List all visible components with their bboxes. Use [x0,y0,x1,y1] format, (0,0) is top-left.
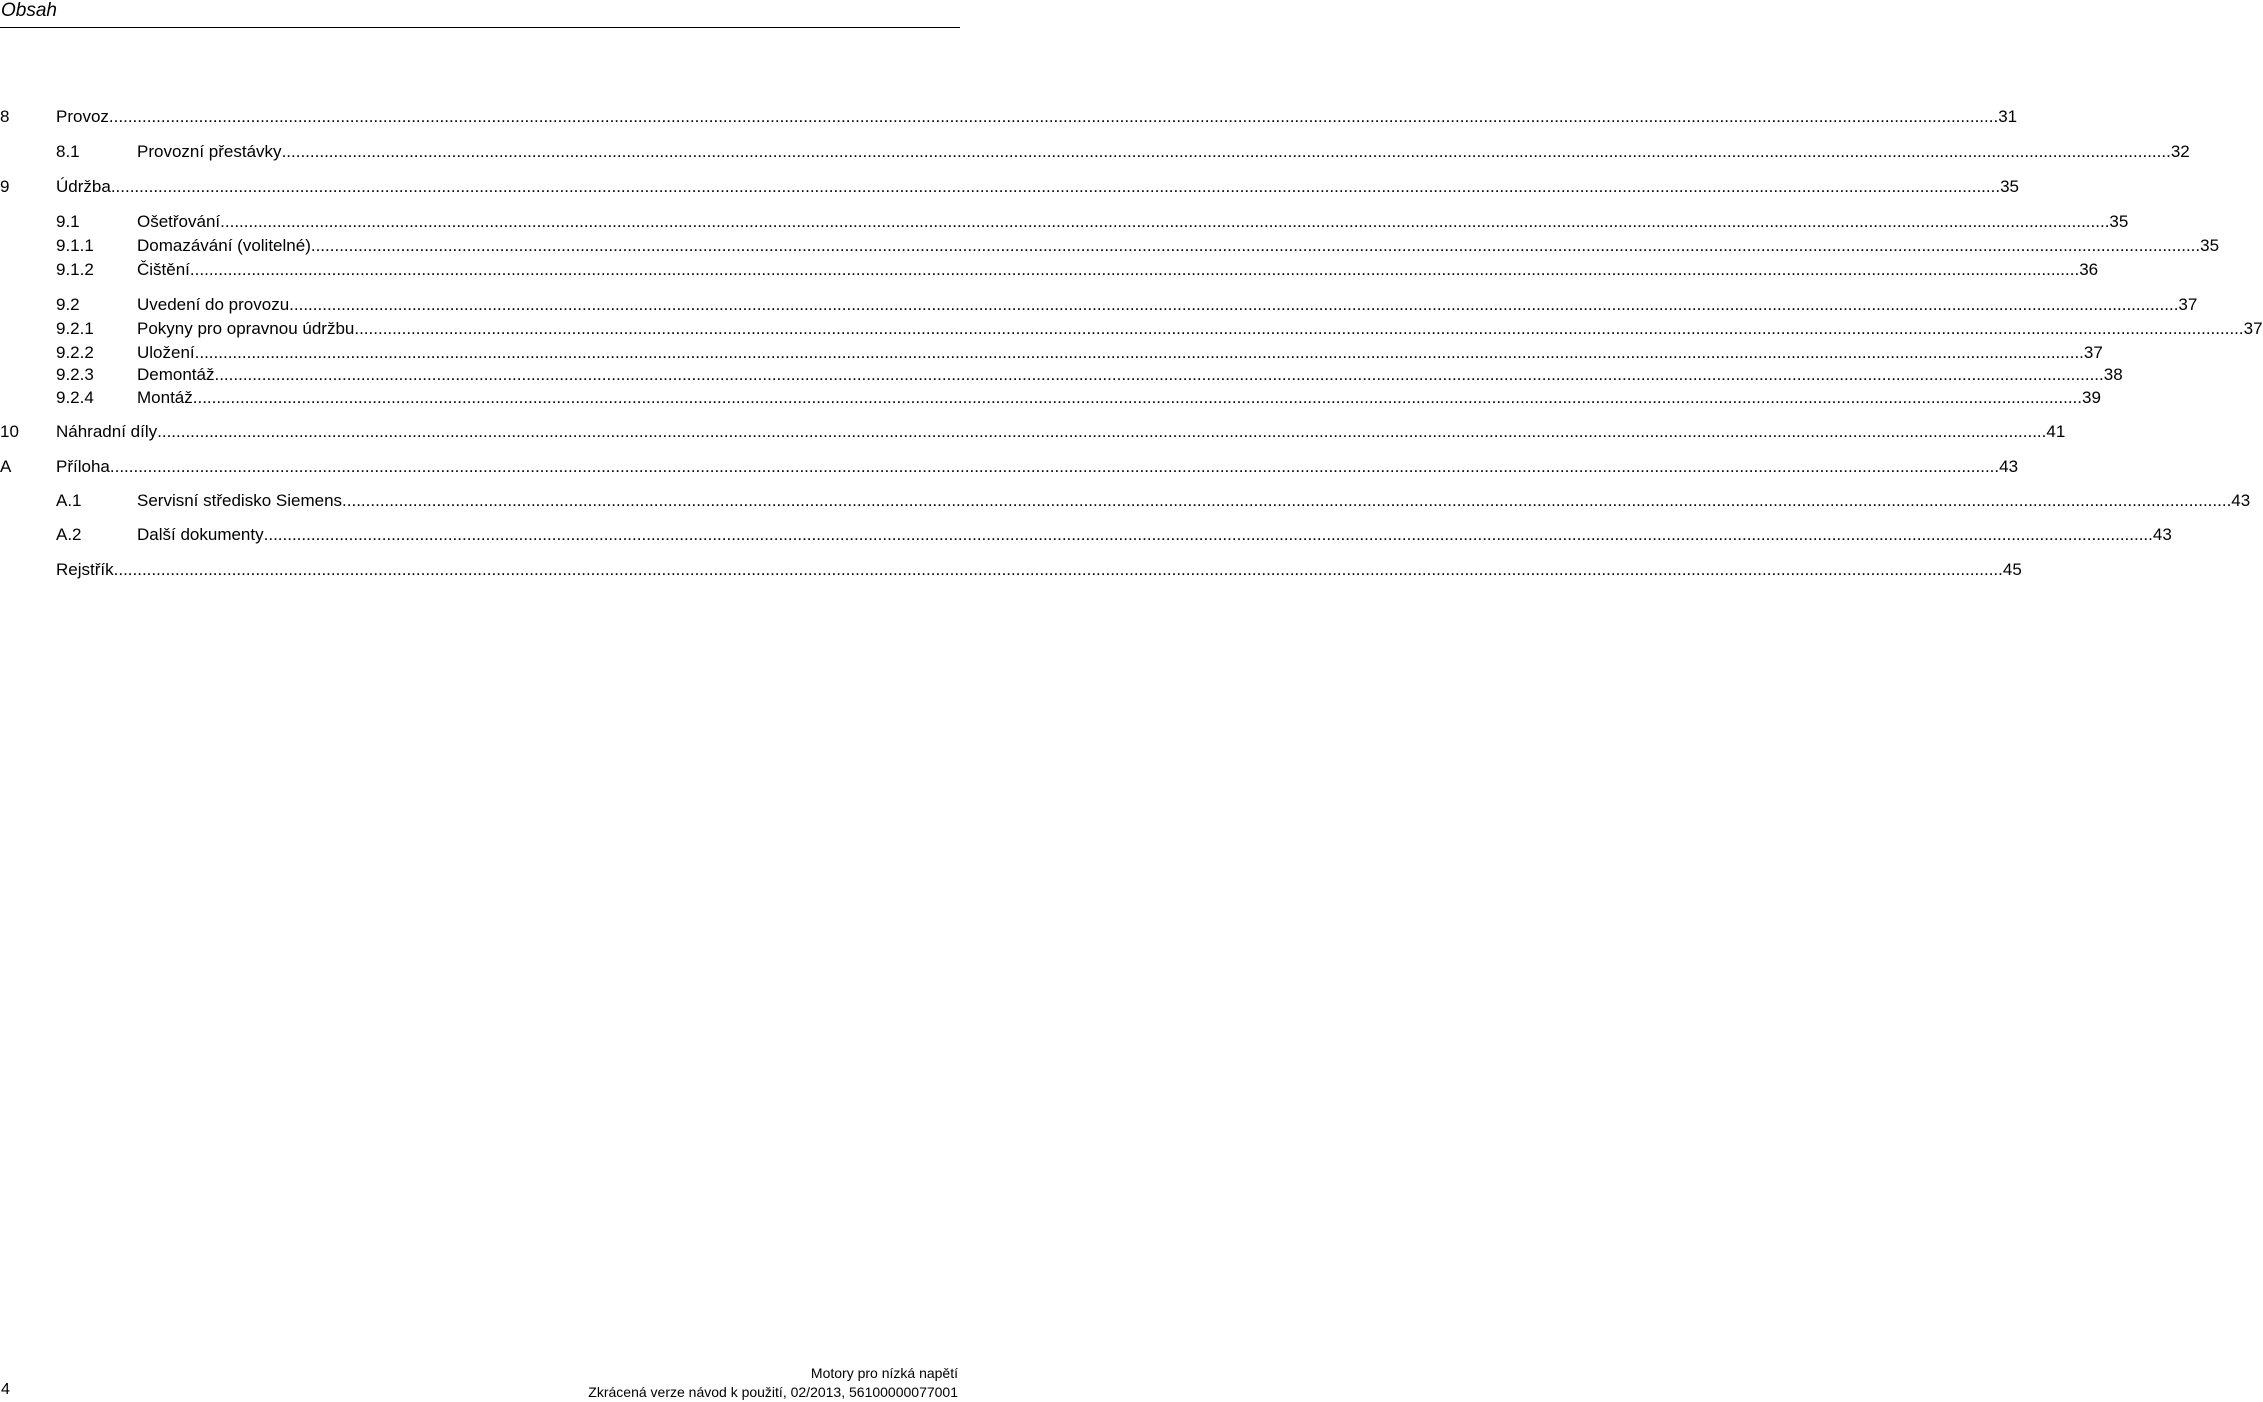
toc-dot-leader: ................................................................................................................................................................................................................................................................................................................................................................................................................ [263,525,2153,544]
toc-entry[interactable] [0,141,2190,163]
toc-entry-number: 9.2.1 [56,319,94,338]
toc-entry[interactable] [0,259,2099,281]
toc-entry-line [137,235,2220,257]
toc-entry-number: 10 [0,422,19,441]
toc-entry[interactable] [0,106,2018,128]
toc-entry-title: Další dokumenty [137,525,264,544]
toc-entry-page: 37 [2243,319,2263,338]
toc-entry-line [137,524,2172,546]
header-divider [0,27,960,28]
footer-product: Motory pro nízká napětí [810,1365,958,1381]
toc-dot-leader: ................................................................................................................................................................................................................................................................................................................................................................................................................ [110,177,2001,196]
toc-entry-page: 41 [2046,422,2066,441]
toc-entry-page: 32 [2170,142,2190,161]
toc-entry[interactable] [0,318,2263,340]
toc-entry-page: 43 [2152,525,2172,544]
toc-entry-page: 35 [2200,236,2220,255]
toc-entry-title: Domazávání (volitelné) [137,236,311,255]
toc-entry-title: Servisní středisko Siemens [137,491,343,510]
toc-entry-page: 31 [1998,107,2018,126]
toc-entry-number: 8 [0,107,10,126]
toc-entry-line [56,456,2019,478]
toc-entry[interactable] [0,176,2019,198]
toc-entry-title: Ošetřování [137,212,221,231]
toc-entry-page: 39 [2082,388,2101,407]
toc-entry-line [56,421,2066,443]
toc-entry[interactable] [0,490,2251,512]
toc-entry-number: 9.1.2 [56,260,94,279]
toc-entry-page: 37 [2083,343,2103,362]
toc-entry-page: 43 [2231,491,2251,510]
toc-entry-number: 9.2.4 [56,388,94,407]
toc-entry-line [137,342,2103,364]
footer-info [588,1364,958,1402]
toc-entry-title: Příloha [56,457,110,476]
toc-dot-leader: ................................................................................................................................................................................................................................................................................................................................................................................................................ [113,560,2003,579]
toc-entry-number: A.1 [56,491,82,510]
footer-document: Zkrácená verze návod k použití, 02/2013, 56100000077001 [588,1384,958,1400]
toc-entry-page: 43 [1999,457,2019,476]
toc-entry-line [137,318,2263,340]
toc-entry-page: 36 [2079,260,2099,279]
toc-entry[interactable] [0,421,2066,443]
toc-entry-title: Uvedení do provozu [137,295,290,314]
toc-dot-leader: ................................................................................................................................................................................................................................................................................................................................................................................................................ [289,295,2179,314]
toc-entry[interactable] [0,294,2198,316]
toc-entry-title: Pokyny pro opravnou údržbu [137,319,355,338]
toc-entry-number: 9.1 [56,212,80,231]
toc-entry-title: Čištění [137,260,190,279]
toc-entry[interactable] [0,456,2019,478]
toc-dot-leader: ................................................................................................................................................................................................................................................................................................................................................................................................................ [281,142,2171,161]
toc-entry-page: 45 [2002,560,2022,579]
toc-dot-leader: ................................................................................................................................................................................................................................................................................................................................................................................................................ [108,107,1999,126]
toc-entry-line [137,490,2251,512]
toc-entry-number: 9.2 [56,295,80,314]
toc-entry-title: Demontáž [137,365,215,384]
toc-entry-line [137,364,2123,386]
toc-dot-leader: ................................................................................................................................................................................................................................................................................................................................................................................................................ [192,388,2083,407]
page-header-title: Obsah [1,0,57,21]
toc-entry-page: 35 [2109,212,2129,231]
toc-entry[interactable] [0,524,2172,546]
toc-entry-title: Rejstřík [56,560,114,579]
toc-entry-title: Montáž [137,388,193,407]
toc-entry-line [137,141,2190,163]
toc-dot-leader: ................................................................................................................................................................................................................................................................................................................................................................................................................ [310,236,2201,255]
toc-entry-number: 9 [0,177,10,196]
toc-dot-leader: ................................................................................................................................................................................................................................................................................................................................................................................................................ [189,260,2080,279]
toc-entry-line [56,176,2019,198]
toc-entry-title: Provozní přestávky [137,142,282,161]
toc-entry-number: A.2 [56,525,82,544]
toc-entry-number: 9.1.1 [56,236,94,255]
toc-entry[interactable] [0,559,2022,581]
toc-dot-leader: ................................................................................................................................................................................................................................................................................................................................................................................................................ [342,491,2232,510]
toc-dot-leader: ................................................................................................................................................................................................................................................................................................................................................................................................................ [157,422,2047,441]
toc-dot-leader: ................................................................................................................................................................................................................................................................................................................................................................................................................ [220,212,2110,231]
toc-entry-title: Údržba [56,177,111,196]
toc-entry-page: 37 [2178,295,2198,314]
toc-entry[interactable] [0,387,2101,409]
toc-entry-line [137,294,2198,316]
toc-dot-leader: ................................................................................................................................................................................................................................................................................................................................................................................................................ [354,319,2244,338]
toc-entry-title: Náhradní díly [56,422,158,441]
toc-entry-line [137,211,2129,233]
toc-entry[interactable] [0,364,2123,386]
toc-entry-line [137,387,2101,409]
toc-entry-line [137,259,2099,281]
toc-entry-number: 8.1 [56,142,80,161]
toc-dot-leader: ................................................................................................................................................................................................................................................................................................................................................................................................................ [109,457,2000,476]
toc-dot-leader: ................................................................................................................................................................................................................................................................................................................................................................................................................ [194,343,2084,362]
toc-entry-number: 9.2.2 [56,343,94,362]
toc-entry[interactable] [0,342,2103,364]
toc-dot-leader: ................................................................................................................................................................................................................................................................................................................................................................................................................ [214,365,2104,384]
page-number: 4 [1,1381,10,1398]
toc-entry[interactable] [0,235,2220,257]
toc-entry-title: Uložení [137,343,195,362]
toc-entry-page: 38 [2103,365,2123,384]
toc-entry-title: Provoz [56,107,109,126]
toc-entry-line [56,559,2022,581]
toc-entry-number: 9.2.3 [56,365,94,384]
toc-entry[interactable] [0,211,2129,233]
toc-entry-page: 35 [2000,177,2019,196]
toc-entry-number: A [0,457,12,476]
toc-entry-line [56,106,2018,128]
